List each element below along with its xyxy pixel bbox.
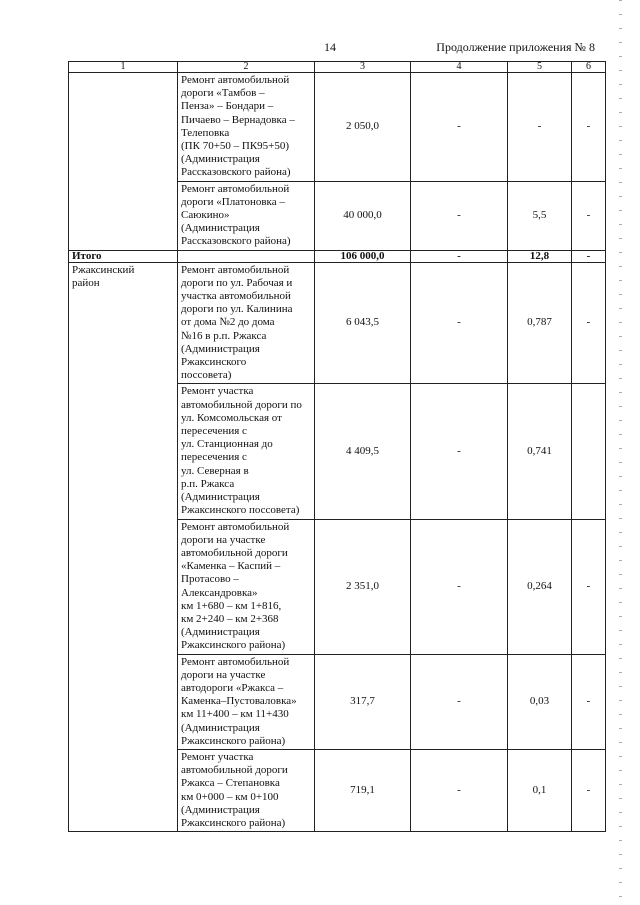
- table-row: [69, 384, 606, 519]
- column-header: 2: [178, 62, 315, 73]
- table-row: [69, 73, 606, 182]
- amount-cell: 40 000,0: [315, 181, 411, 250]
- table-row: [69, 262, 606, 384]
- col5-cell: 0,787: [508, 262, 572, 384]
- description-cell: Ремонт автомобильной дороги на участке автомобильной дороги «Каменка – Каспий – Протасово – Александровка» км 1+680 – км 1+816, км 2+240 – км 2+368 (Администрация Ржаксинского района): [178, 519, 315, 654]
- amount-cell: 2 351,0: [315, 519, 411, 654]
- district-cell: [69, 73, 178, 182]
- col6-cell: -: [572, 262, 606, 384]
- table-row: [69, 181, 606, 250]
- col6-cell: -: [572, 73, 606, 182]
- col5-cell: 0,741: [508, 384, 572, 519]
- col5-cell: -: [508, 73, 572, 182]
- column-header: 5: [508, 62, 572, 73]
- col4-cell: -: [411, 749, 508, 831]
- column-header: 1: [69, 62, 178, 73]
- col4-cell: -: [411, 654, 508, 749]
- data-table: [68, 61, 606, 832]
- column-number-row: [69, 62, 606, 73]
- amount-cell: 6 043,5: [315, 262, 411, 384]
- total-row: [69, 250, 606, 262]
- amount-cell: 317,7: [315, 654, 411, 749]
- col5-cell: 0,1: [508, 749, 572, 831]
- col4-cell: -: [411, 384, 508, 519]
- total-description: [178, 250, 315, 262]
- col6-cell: -: [572, 519, 606, 654]
- total-col6: -: [572, 250, 606, 262]
- col5-cell: 0,264: [508, 519, 572, 654]
- total-amount: 106 000,0: [315, 250, 411, 262]
- col6-cell: -: [572, 181, 606, 250]
- col4-cell: -: [411, 519, 508, 654]
- description-cell: Ремонт автомобильной дороги по ул. Рабочая и участка автомобильной дороги по ул. Калинина от дома №2 до дома №16 в р.п. Ржакса (Администрация Ржаксинского поссовета): [178, 262, 315, 384]
- column-header: 6: [572, 62, 606, 73]
- col6-cell: [572, 384, 606, 519]
- amount-cell: 4 409,5: [315, 384, 411, 519]
- table-row: [69, 749, 606, 831]
- col5-cell: 0,03: [508, 654, 572, 749]
- total-label: Итого: [69, 250, 178, 262]
- total-col5: 12,8: [508, 250, 572, 262]
- table-row: [69, 519, 606, 654]
- col4-cell: -: [411, 73, 508, 182]
- amount-cell: 719,1: [315, 749, 411, 831]
- continuation-header: Продолжение приложения № 8: [436, 40, 595, 54]
- description-cell: Ремонт автомобильной дороги «Тамбов – Пенза» – Бондари – Пичаево – Вернадовка – Телеповка (ПК 70+50 – ПК95+50) (Администрация Рассказовского района): [178, 73, 315, 182]
- scan-edge: [619, 0, 622, 905]
- district-cell: [69, 181, 178, 250]
- description-cell: Ремонт автомобильной дороги «Платоновка – Саюкино» (Администрация Рассказовского района): [178, 181, 315, 250]
- col6-cell: -: [572, 749, 606, 831]
- district-cell: [69, 749, 178, 831]
- page-number: 14: [324, 40, 336, 54]
- col4-cell: -: [411, 181, 508, 250]
- description-cell: Ремонт автомобильной дороги на участке автодороги «Ржакса – Каменка–Пустоваловка» км 11+400 – км 11+430 (Администрация Ржаксинского района): [178, 654, 315, 749]
- district-cell: [69, 519, 178, 654]
- description-cell: Ремонт участка автомобильной дороги по ул. Комсомольская от пересечения с ул. Станционная до пересечения с ул. Северная в р.п. Ржакса (Администрация Ржаксинского поссовета): [178, 384, 315, 519]
- district-cell: [69, 654, 178, 749]
- district-cell: [69, 384, 178, 519]
- col5-cell: 5,5: [508, 181, 572, 250]
- amount-cell: 2 050,0: [315, 73, 411, 182]
- total-col4: -: [411, 250, 508, 262]
- column-header: 4: [411, 62, 508, 73]
- column-header: 3: [315, 62, 411, 73]
- description-cell: Ремонт участка автомобильной дороги Ржакса – Степановка км 0+000 – км 0+100 (Администрация Ржаксинского района): [178, 749, 315, 831]
- table-row: [69, 654, 606, 749]
- col6-cell: -: [572, 654, 606, 749]
- district-cell: Ржаксинский район: [69, 262, 178, 384]
- col4-cell: -: [411, 262, 508, 384]
